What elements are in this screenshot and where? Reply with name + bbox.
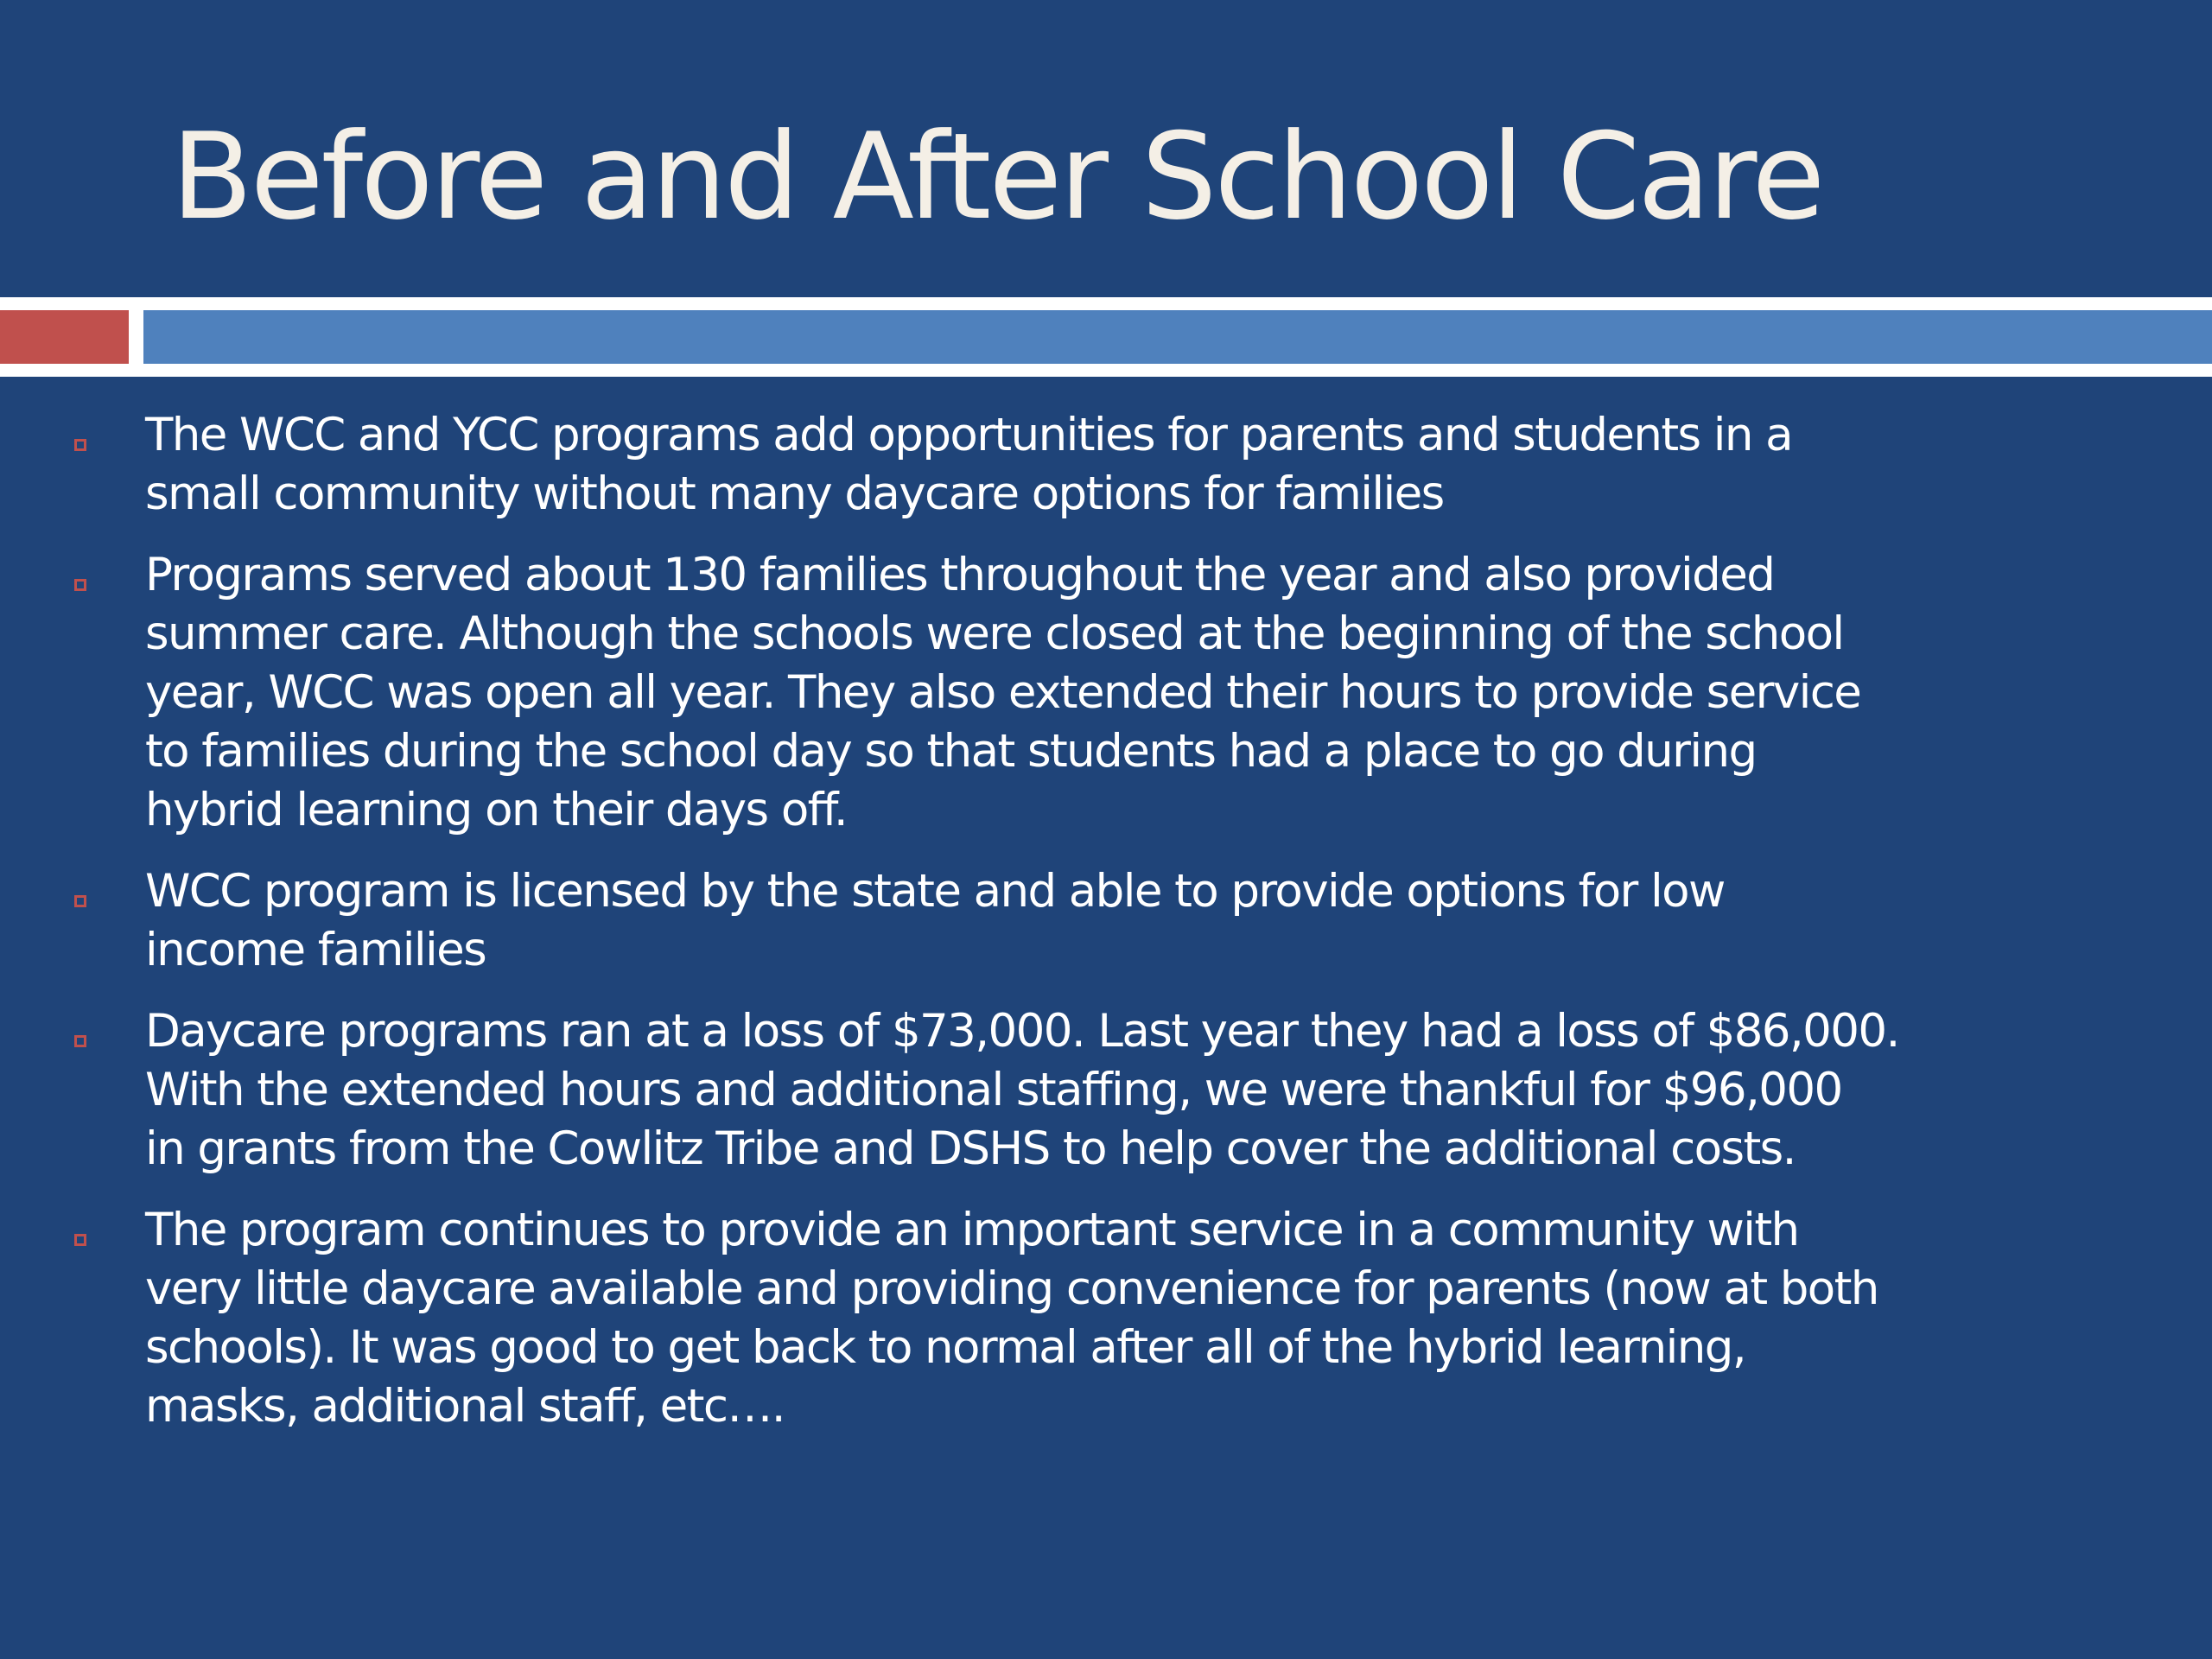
slide-title: Before and After School Care [171,107,1823,246]
accent-blue-bar [143,310,2212,364]
bullet-item [0,546,2212,840]
hollow-square-bullet-icon [74,1035,86,1047]
hollow-square-bullet-icon [74,439,86,451]
bullet-text: The WCC and YCC programs add opportunities for parents and students in a small community without many daycare options for families [145,409,1793,520]
hollow-square-bullet-icon [74,895,86,907]
bullet-text: Daycare programs ran at a loss of $73,000. Last year they had a loss of $86,000. With the extended hours and additional staffing, we were thankful for $96,000 in grants from the Cowlitz Tribe and DSHS to help cover the additional costs. [145,1005,1899,1175]
hollow-square-bullet-icon [74,1234,86,1246]
title-divider-band [0,297,2212,377]
bullet-text: The program continues to provide an important service in a community with very little daycare available and providing convenience for parents (now at both schools). It was good to get back to normal after all of the hybrid learning, masks, additional staff, etc…. [145,1204,1878,1433]
bullet-item [0,1201,2212,1436]
bullet-list [0,406,2212,1459]
bullet-item [0,1002,2212,1179]
hollow-square-bullet-icon [74,579,86,591]
bullet-text: WCC program is licensed by the state and able to provide options for low income families [145,865,1725,976]
bullet-item [0,406,2212,524]
bullet-item [0,862,2212,980]
accent-red-block [0,310,129,364]
bullet-text: Programs served about 130 families throughout the year and also provided summer care. Although the schools were closed at the beginning of the school year, WCC was open all year. They also extended their hours to provide service to families during the school day so that students had a place to go during hybrid learning on their days off. [145,549,1861,836]
